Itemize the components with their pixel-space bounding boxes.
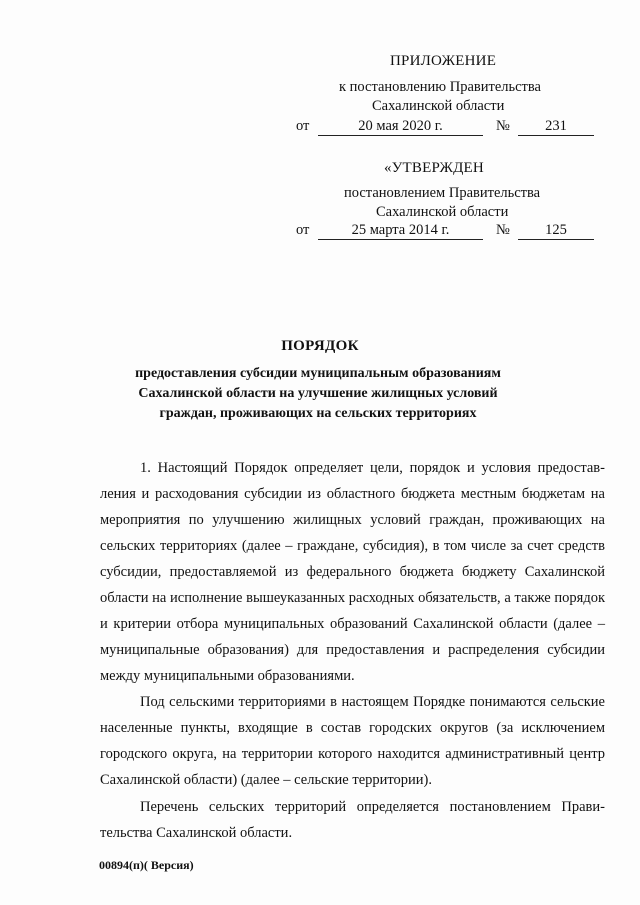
approved-title: «УТВЕРЖДЕН [384,160,484,176]
appendix-from-label: от [296,118,310,134]
paragraph-2: Под сельскими территориями в настоящем Порядке понимаются сельские населенные пункты, входящие в состав городских округов (за исключением городского округа, на территории которого находится административный центр Сахалинской области) (далее – сельские территории). [100,694,605,788]
document-title: ПОРЯДОК [281,338,359,354]
approved-number-label: № [496,222,510,238]
appendix-line-1: к постановлению Правительства [339,79,541,95]
approved-from-label: от [296,222,310,238]
approved-line-2: Сахалинской области [376,204,509,220]
paragraph-1: 1. Настоящий Порядок определяет цели, порядок и условия предоставления и расходования субсидии из областного бюджета местным бюджетам на мероприятия по улучшению жилищных условий граждан, проживающих на сельских территориях (далее – граждане, субсидия), в том числе за счет средств субсидии, предоставляемой из федерального бюджета бюджету Сахалинской области на исполнение вышеуказанных расходных обязательств, а также порядок и критерии отбора муниципальных образований Сахалинской области (далее – муниципальные образования) для предоставления и распределения субсидии между муниципальными образованиями. [100,460,605,684]
footer-document-code: 00894(п)( Версия) [99,858,194,872]
approved-date-number-row [296,222,596,242]
approved-line-1: постановлением Правительства [344,185,541,201]
appendix-title: ПРИЛОЖЕНИЕ [390,53,497,69]
appendix-date-number-row [296,118,596,138]
approved-number: 125 [518,222,594,240]
appendix-number-label: № [496,118,510,134]
appendix-line-2: Сахалинской области [372,98,505,114]
approved-date: 25 марта 2014 г. [318,222,483,240]
document-subtitle: предоставления субсидии муниципальным образованиям Сахалинской области на улучшение жилищных условий граждан, проживающих на сельских территориях [135,366,501,421]
appendix-number: 231 [518,118,594,136]
paragraph-3: Перечень сельских территорий определяется постановлением Правительства Сахалинской области. [100,799,605,841]
appendix-date: 20 мая 2020 г. [318,118,483,136]
